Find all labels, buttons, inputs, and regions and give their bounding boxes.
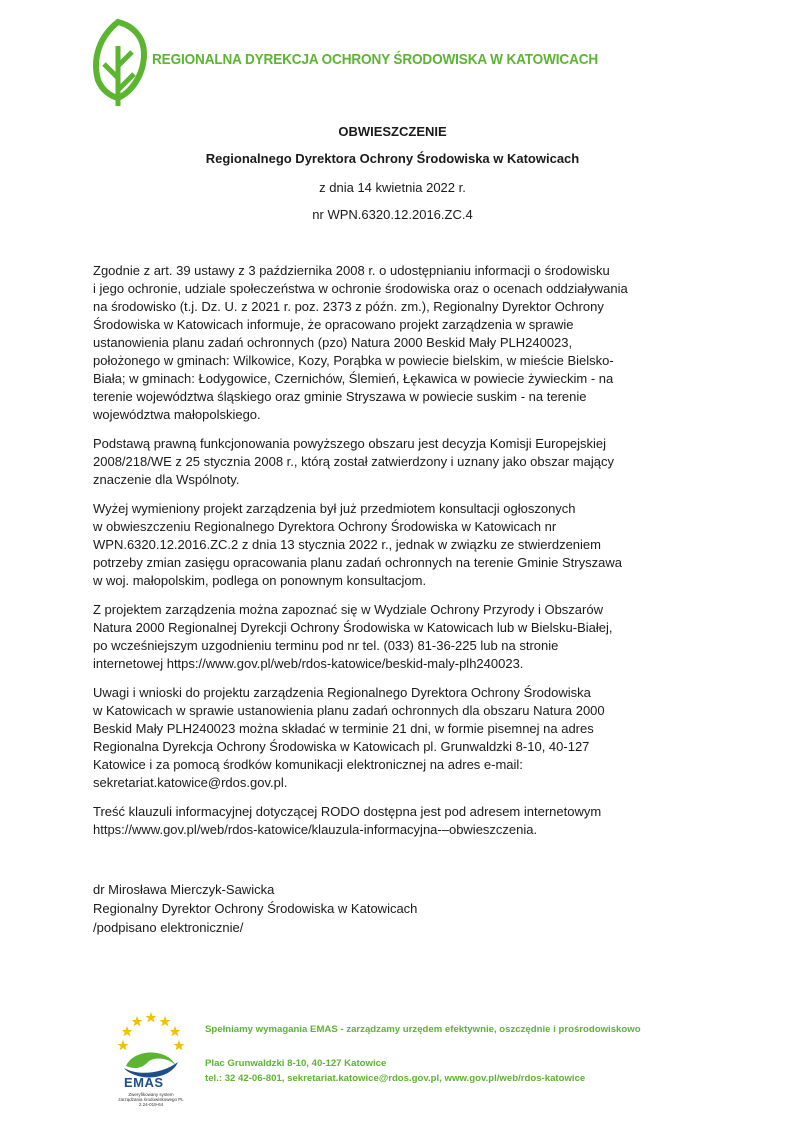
paragraph: Z projektem zarządzenia można zapoznać się w Wydziale Ochrony Przyrody i Obszarów Natura 2000 Regionalnej Dyrekcji Ochrony Środowiska w Katowicach lub w Bielsku-Białej, po wcześniejszym uzgodnieniu terminu pod nr tel. (033) 81-36-225 lub na stronie internetowej https://www.gov.pl/web/rdos-katowice/beskid-maly-plh240023. bbox=[93, 602, 613, 671]
notice-title: OBWIESZCZENIE bbox=[338, 124, 447, 139]
paragraph: Wyżej wymieniony projekt zarządzenia był już przedmiotem konsultacji ogłoszonych w obwieszczeniu Regionalnego Dyrektora Ochrony Środowiska w Katowicach nr WPN.6320.12.2016.ZC.2 z dnia 13 stycznia 2022 r., jednak w związku ze stwierdzeniem potrzeby zmian zasięgu opracowania planu zadań ochronnych na terenie Gminie Stryszawa w woj. małopolskim, podlega on ponownym konsultacjom. bbox=[93, 501, 622, 588]
signature-block bbox=[93, 880, 693, 937]
notice-date: z dnia 14 kwietnia 2022 r. bbox=[319, 180, 466, 195]
signatory-name: dr Mirosława Mierczyk-Sawicka bbox=[93, 882, 275, 897]
paragraph: Podstawą prawną funkcjonowania powyższego obszaru jest decyzja Komisji Europejskiej 2008/218/WE z 25 stycznia 2008 r., którą został zatwierdzony i uznany jako obszar mający znaczenie dla Wspólnoty. bbox=[93, 436, 614, 487]
signatory-position: Regionalny Dyrektor Ochrony Środowiska w Katowicach bbox=[93, 901, 418, 916]
paragraph: Zgodnie z art. 39 ustawy z 3 października 2008 r. o udostępnianiu informacji o środowisku i jego ochronie, udziale społeczeństwa w ochronie środowiska oraz o ocenach oddziaływania na środowisko (t.j. Dz. U. z 2021 r. poz. 2373 z późn. zm.), Regionalny Dyrektor Ochrony Środowiska w Katowicach informuje, że opracowano projekt zarządzenia w sprawie ustanowienia planu zadań ochronnych (pzo) Natura 2000 Beskid Mały PLH240023, położonego w gminach: Wilkowice, Kozy, Porąbka w powiecie bielskim, w mieście Bielsko- Biała; w gminach: Łodygowice, Czernichów, Ślemień, Łękawica w powiecie żywieckim - na terenie województwa śląskiego oraz gminie Stryszawa w powiecie suskim - na terenie województwa małopolskiego. bbox=[93, 263, 628, 422]
footer-motto: Spełniamy wymagania EMAS - zarządzamy urzędem efektywnie, oszczędnie i prośrodowiskowo bbox=[205, 1024, 641, 1035]
footer-contact: tel.: 32 42-06-801, sekretariat.katowice@rdos.gov.pl, www.gov.pl/web/rdos-katowice bbox=[205, 1073, 586, 1084]
emas-label: EMAS bbox=[124, 1075, 164, 1090]
emas-certificate-text: Zweryfikowany system zarządzania środowiskowego PL 2.24-019-64 bbox=[118, 1092, 184, 1107]
notice-body bbox=[93, 262, 708, 850]
footer-address: Plac Grunwaldzki 8-10, 40-127 Katowice bbox=[205, 1058, 387, 1069]
paragraph: Uwagi i wnioski do projektu zarządzenia Regionalnego Dyrektora Ochrony Środowiska w Katowicach w sprawie ustanowienia planu zadań ochronnych dla obszaru Natura 2000 Beskid Mały PLH240023 można składać w terminie 21 dni, w formie pisemnej na adres Regionalna Dyrekcja Ochrony Środowiska w Katowicach pl. Grunwaldzki 8-10, 40-127 Katowice i za pomocą środków komunikacji elektronicznej na adres e-mail: sekretariat.katowice@rdos.gov.pl. bbox=[93, 685, 605, 790]
notice-subtitle: Regionalnego Dyrektora Ochrony Środowiska w Katowicach bbox=[205, 151, 580, 166]
paragraph: Treść klauzuli informacyjnej dotyczącej RODO dostępna jest pod adresem internetowym https://www.gov.pl/web/rdos-katowice/klauzula-informacyjna-–obwieszczenia. bbox=[93, 804, 602, 837]
organization-name: REGIONALNA DYREKCJA OCHRONY ŚRODOWISKA W KATOWICACH bbox=[152, 52, 599, 68]
signature-note: /podpisano elektronicznie/ bbox=[93, 920, 244, 935]
notice-number: nr WPN.6320.12.2016.ZC.4 bbox=[312, 207, 473, 222]
leaf-logo-icon bbox=[88, 18, 150, 110]
